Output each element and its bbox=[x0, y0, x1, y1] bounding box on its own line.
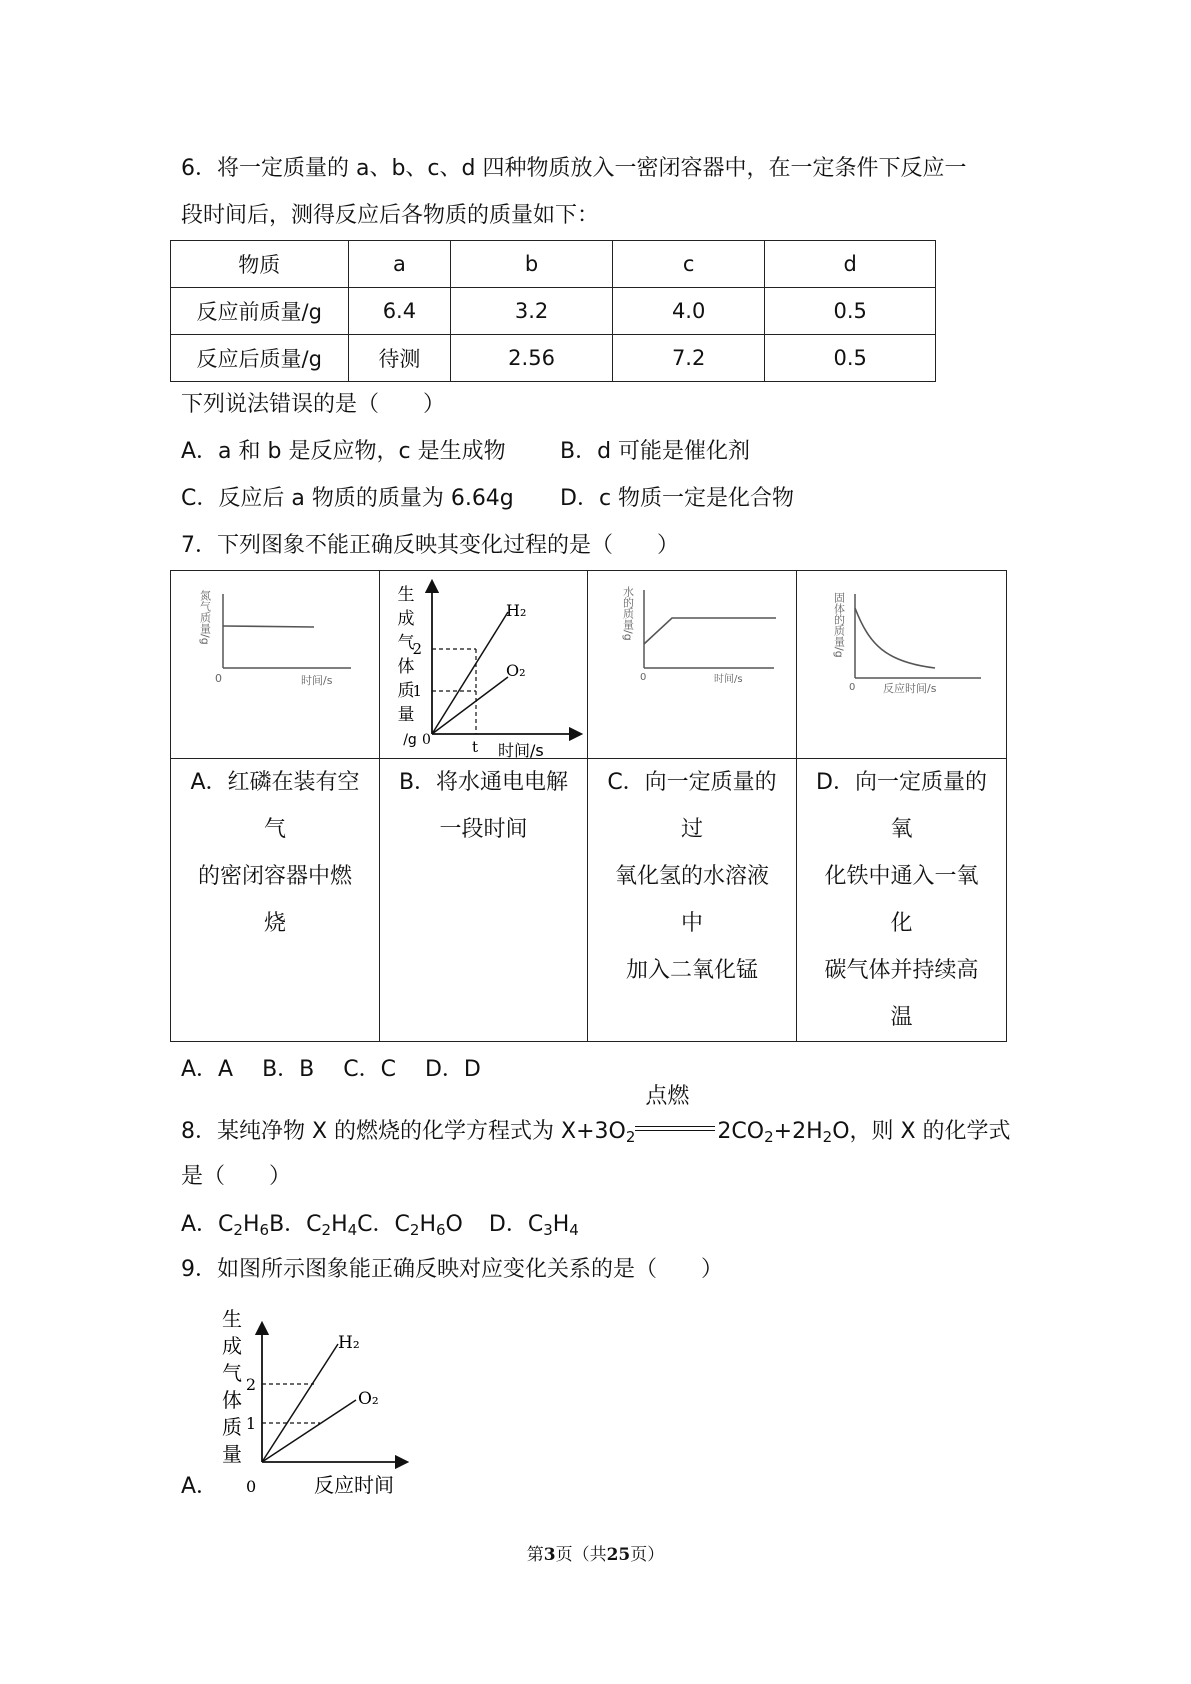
q6-options-row1 bbox=[181, 437, 750, 467]
footer-post: 页） bbox=[630, 1545, 665, 1565]
q8-reaction-arrow bbox=[635, 1084, 717, 1138]
q6-option-b: B．d 可能是催化剂 bbox=[560, 439, 751, 464]
q6-option-c: C．反应后 a 物质的质量为 6.64g bbox=[181, 486, 514, 511]
table-cell: 0.5 bbox=[765, 335, 936, 382]
table-row bbox=[171, 571, 1007, 759]
q8-line1 bbox=[181, 1084, 1011, 1152]
q8-arrow-line-bottom bbox=[635, 1130, 715, 1131]
q9-graph-o2-label: O₂ bbox=[358, 1389, 379, 1409]
table-header-cell: c bbox=[612, 241, 765, 288]
table-header-cell: a bbox=[348, 241, 451, 288]
q8-arrow-line-top bbox=[635, 1126, 715, 1127]
graph-b-zero: 0 bbox=[422, 731, 431, 748]
q7-graph-cell-a bbox=[171, 571, 380, 759]
table-cell: 7.2 bbox=[612, 335, 765, 382]
q7-graph-cell-c bbox=[588, 571, 797, 759]
q7-option-a-line: A．红磷在装有空 bbox=[190, 770, 360, 795]
q7-graph-cell-d bbox=[797, 571, 1007, 759]
q8-option-d: D．C3H4 bbox=[488, 1212, 579, 1239]
table-row bbox=[171, 288, 936, 335]
q9-graph-ylabel-char: 质 bbox=[222, 1415, 242, 1439]
footer-pre: 第 bbox=[526, 1545, 544, 1565]
graph-c-xlabel: 时间/s bbox=[714, 673, 743, 685]
q7-option-a-line: 气 bbox=[263, 817, 286, 842]
table-cell: 0.5 bbox=[765, 288, 936, 335]
table-cell: 2.56 bbox=[451, 335, 613, 382]
q7-question: 7．下列图象不能正确反映其变化过程的是（ ） bbox=[181, 533, 679, 558]
q7-answers: A．A B．B C．C D．D bbox=[181, 1057, 481, 1082]
graph-a-ylabel: 氮气质量/g bbox=[198, 589, 212, 645]
q8-co2: 2CO bbox=[717, 1119, 765, 1144]
graph-d-xlabel: 反应时间/s bbox=[883, 681, 937, 695]
graph-b-tick-1: 1 bbox=[412, 681, 422, 700]
q7-graph-table bbox=[170, 570, 1007, 1042]
graph-a-curve bbox=[223, 626, 314, 627]
graph-a-zero: 0 bbox=[215, 671, 222, 685]
q7-option-d-line: 化铁中通入一氧 bbox=[824, 864, 979, 889]
q8-option-a: A．C2H6 bbox=[181, 1212, 270, 1239]
q7-option-c-line: 中 bbox=[680, 911, 703, 936]
graph-c-curve bbox=[644, 618, 776, 644]
q8-option-c: C．C2H6O bbox=[357, 1212, 463, 1239]
graph-d-ylabel: 固体的质量/g bbox=[832, 591, 846, 658]
table-header-cell: d bbox=[765, 241, 936, 288]
table-header-cell: b bbox=[451, 241, 613, 288]
page-footer bbox=[0, 1540, 1191, 1565]
table-header-cell: 物质 bbox=[171, 241, 349, 288]
q9-option-a-label: A． bbox=[181, 1474, 219, 1499]
table-row bbox=[171, 335, 936, 382]
graph-b-ylabel-unit: /g bbox=[403, 731, 417, 748]
q7-option-b-line: B．将水通电电解 bbox=[398, 770, 569, 795]
q7-option-d-line: D．向一定质量的 bbox=[816, 770, 987, 795]
q9-graph-tick-2: 2 bbox=[245, 1375, 256, 1394]
graph-b-tick-t: t bbox=[472, 737, 479, 756]
q7-option-c-line: 加入二氧化锰 bbox=[625, 958, 758, 983]
table-cell: 3.2 bbox=[451, 288, 613, 335]
q9-graph-o2-line bbox=[262, 1400, 356, 1462]
q9-question: 9．如图所示图象能正确反映对应变化关系的是（ ） bbox=[181, 1257, 723, 1282]
q7-option-b-line: 一段时间 bbox=[439, 817, 528, 842]
q7-option-c-cell bbox=[588, 759, 797, 1042]
q7-option-c-line: 氧化氢的水溶液 bbox=[614, 864, 769, 889]
q7-option-a-cell bbox=[171, 759, 380, 1042]
graph-c-ylabel: 水的质量/g bbox=[621, 585, 635, 641]
q7-option-a-line: 的密闭容器中燃 bbox=[197, 864, 352, 889]
graph-d-curve bbox=[855, 608, 935, 668]
q6-option-a: A．a 和 b 是反应物，c 是生成物 bbox=[181, 439, 506, 464]
graph-b-tick-2: 2 bbox=[412, 639, 422, 658]
table-cell: 待测 bbox=[348, 335, 451, 382]
q8-co2-sub: 2 bbox=[764, 1128, 774, 1146]
q8-line2: 是（ ） bbox=[181, 1164, 292, 1189]
q9-graph-ylabel-char: 体 bbox=[222, 1388, 242, 1412]
q9-graph-ylabel-char: 气 bbox=[222, 1361, 242, 1385]
q9-graph-tick-1: 1 bbox=[245, 1414, 256, 1433]
q7-option-c-line: C．向一定质量的 bbox=[607, 770, 777, 795]
q7-option-d-line: 化 bbox=[890, 911, 913, 936]
q7-option-b-cell bbox=[380, 759, 588, 1042]
q7-option-d-line: 碳气体并持续高 bbox=[824, 958, 979, 983]
graph-b-ylabel-char: 质 bbox=[397, 680, 415, 701]
graph-c bbox=[588, 572, 796, 758]
graph-b-ylabel-char: 量 bbox=[397, 704, 415, 725]
footer-total-pages: 25 bbox=[606, 1545, 631, 1565]
q9-graph bbox=[210, 1300, 430, 1500]
q8-suffix: O，则 X 的化学式 bbox=[832, 1119, 1011, 1144]
q9-graph-xlabel: 反应时间 bbox=[314, 1473, 394, 1497]
footer-mid: 页（共 bbox=[555, 1545, 607, 1565]
q8-option-b: B．C2H4 bbox=[269, 1212, 358, 1239]
q6-question: 下列说法错误的是（ ） bbox=[181, 392, 446, 417]
graph-b bbox=[380, 572, 587, 758]
q8-o2-sub: 2 bbox=[625, 1128, 636, 1146]
q6-options-row2 bbox=[181, 484, 794, 514]
graph-b-ylabel-char: 生 bbox=[397, 584, 415, 605]
graph-b-h2-line bbox=[432, 612, 508, 734]
table-cell: 4.0 bbox=[612, 288, 765, 335]
q7-option-d-cell bbox=[797, 759, 1007, 1042]
table-cell: 6.4 bbox=[348, 288, 451, 335]
q8-options bbox=[181, 1210, 579, 1245]
graph-c-zero: 0 bbox=[640, 671, 647, 683]
q8-h2o-sub: 2 bbox=[822, 1128, 833, 1146]
q6-line2: 段时间后，测得反应后各物质的质量如下： bbox=[181, 203, 600, 228]
q8-h2o: +2H bbox=[773, 1119, 823, 1144]
q7-option-a-line: 烧 bbox=[263, 911, 286, 936]
q9-graph-h2-line bbox=[262, 1344, 338, 1462]
q6-table bbox=[170, 240, 936, 382]
graph-a-xlabel: 时间/s bbox=[301, 673, 333, 687]
q9-graph-ylabel-char: 生 bbox=[222, 1307, 242, 1331]
q7-graph-cell-b bbox=[380, 571, 588, 759]
q9-graph-ylabel-char: 成 bbox=[222, 1334, 242, 1358]
graph-b-o2-line bbox=[432, 677, 508, 734]
graph-b-ylabel-char: 体 bbox=[397, 656, 415, 677]
q6-option-d: D．c 物质一定是化合物 bbox=[560, 486, 795, 511]
footer-page-number: 3 bbox=[543, 1545, 556, 1565]
q7-option-d-line: 温 bbox=[890, 1005, 913, 1030]
graph-b-h2-label: H₂ bbox=[506, 600, 527, 620]
graph-b-ylabel-char: 气 bbox=[397, 632, 415, 653]
graph-d-zero: 0 bbox=[849, 681, 856, 693]
table-row bbox=[171, 241, 936, 288]
graph-d bbox=[797, 572, 1006, 758]
graph-a bbox=[171, 572, 379, 758]
q9-graph-ylabel-char: 量 bbox=[222, 1442, 242, 1466]
q7-option-d-line: 氧 bbox=[890, 817, 913, 842]
table-cell: 反应后质量/g bbox=[171, 335, 349, 382]
table-row bbox=[171, 759, 1007, 1042]
graph-b-o2-label: O₂ bbox=[506, 660, 526, 680]
q6-line1: 6．将一定质量的 a、b、c、d 四种物质放入一密闭容器中，在一定条件下反应一 bbox=[181, 156, 967, 181]
q8-prefix: 8．某纯净物 X 的燃烧的化学方程式为 X+3O bbox=[181, 1119, 626, 1144]
table-cell: 反应前质量/g bbox=[171, 288, 349, 335]
graph-b-ylabel-char: 成 bbox=[397, 608, 415, 629]
graph-b-xlabel: 时间/s bbox=[498, 740, 544, 758]
q8-condition: 点燃 bbox=[645, 1084, 690, 1109]
q9-graph-zero: 0 bbox=[246, 1477, 257, 1496]
q9-graph-h2-label: H₂ bbox=[338, 1333, 360, 1353]
q7-option-c-line: 过 bbox=[680, 817, 703, 842]
